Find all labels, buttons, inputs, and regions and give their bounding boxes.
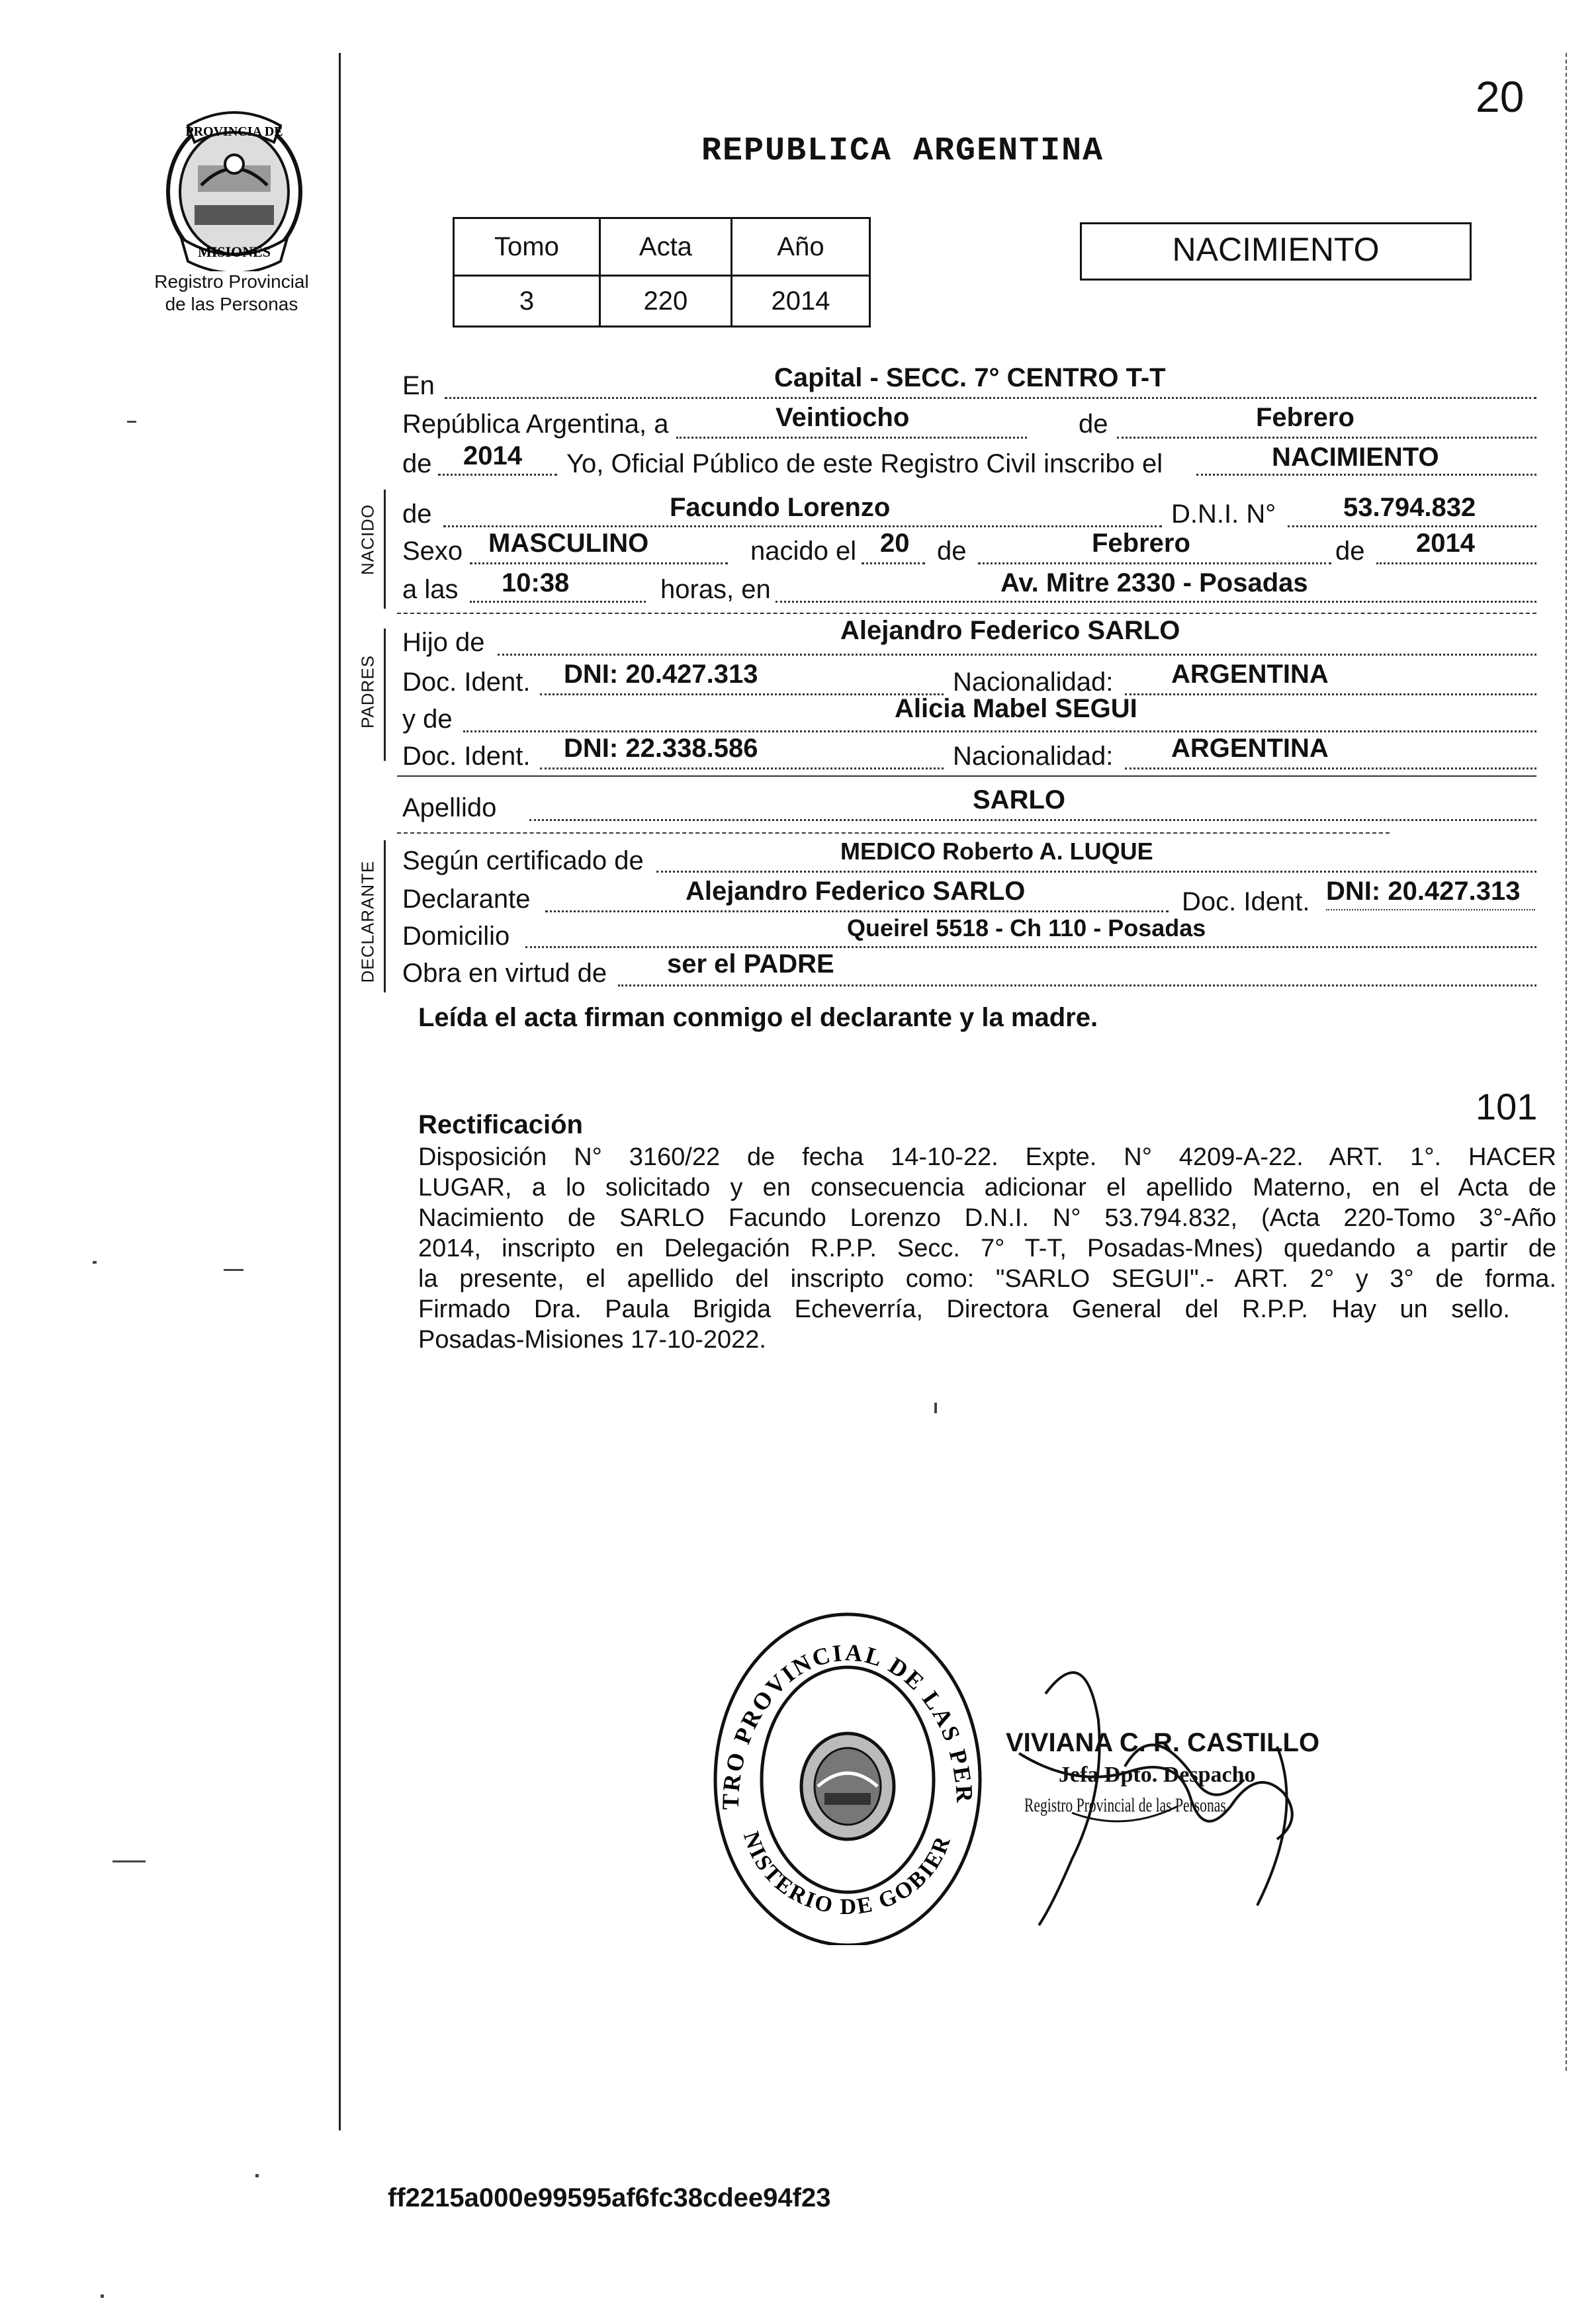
horas-label: horas, en [660,575,771,604]
office-name-line2: de las Personas [165,294,298,314]
doc1-label: Doc. Ident. [402,668,531,697]
crest-top-text: PROVINCIA DE [185,124,283,139]
side-label-padres: PADRES [357,655,378,728]
footer-hash: ff2215a000e99595af6fc38cdee94f23 [388,2183,831,2212]
segun-dots [656,871,1536,873]
madre-value: Alicia Mabel SEGUI [895,694,1137,723]
scan-speck [101,2294,104,2298]
yde-label: y de [402,705,453,734]
apellido-dots [529,819,1536,821]
doc2-value: DNI: 22.338.586 [564,734,758,763]
hora-dots [470,601,646,603]
rectificacion-title: Rectificación [418,1110,583,1139]
nacido-mes: Febrero [1092,529,1190,558]
doc3-label: Doc. Ident. [1182,887,1310,916]
seal-top-text: TRO PROVINCIAL DE LAS PER [717,1639,979,1810]
doc1-dots [540,693,944,695]
rectificacion-line-4: 2014, inscripto en Delegación R.P.P. Secc. 7° T-T, Posadas-Mnes) quedando a partir de [418,1235,1556,1262]
segun-label: Según certificado de [402,846,644,875]
nac2-label: Nacionalidad: [953,742,1114,771]
scan-speck [934,1403,937,1413]
side-label-declarante: DECLARANTE [357,860,378,983]
rectificacion-number: 101 [1476,1086,1538,1127]
provincial-crest-icon [161,106,307,271]
de2-label: de [402,449,432,478]
scan-speck [224,1269,244,1271]
apellido-separator [397,832,1390,834]
en-dots [445,397,1536,399]
side-label-nacido: NACIDO [357,503,378,576]
nac2-value: ARGENTINA [1171,734,1329,763]
de-label: de [1079,410,1108,439]
apellido-value: SARLO [973,785,1065,814]
seal-bottom-text: NISTERIO DE GOBIER [738,1829,956,1919]
declarante-label: Declarante [402,885,531,914]
table-value-tomo: 3 [454,276,600,327]
scan-speck [93,1261,97,1264]
rectificacion-line-3: Nacimiento de SARLO Facundo Lorenzo D.N.I. N° 53.794.832, (Acta 220-Tomo 3°-Año [418,1204,1556,1232]
dni-dots [1288,525,1536,527]
right-margin-line [1566,53,1567,2071]
page-number: 20 [1476,72,1525,121]
bracket-nacido [384,490,386,609]
nombre-value: Facundo Lorenzo [670,493,891,522]
doc2-dots [540,767,944,769]
anio-value: 2014 [463,441,522,470]
nac1-label: Nacionalidad: [953,668,1114,697]
table-header-acta: Acta [599,218,731,276]
office-name-line1: Registro Provincial [154,271,309,292]
record-table [453,217,871,327]
obra-dots [618,984,1536,986]
dni-label: D.N.I. N° [1171,500,1276,529]
country-title: REPUBLICA ARGENTINA [701,132,1104,170]
doc1-value: DNI: 20.427.313 [564,660,758,689]
rectificacion-line-7: Posadas-Misiones 17-10-2022. [418,1326,766,1354]
table-header-tomo: Tomo [454,218,600,276]
table-value-acta: 220 [599,276,731,327]
en-value: Capital - SECC. 7° CENTRO T-T [774,363,1166,392]
dia-value: Veintiocho [776,403,910,432]
segun-value: MEDICO Roberto A. LUQUE [840,838,1153,865]
de4-label: de [937,537,967,566]
acto-value: NACIMIENTO [1272,443,1439,472]
doc3-underline [1326,909,1535,910]
obra-value: ser el PADRE [667,949,834,979]
table-header-anio: Año [731,218,869,276]
dni-value: 53.794.832 [1343,493,1476,522]
nac2-dots [1125,767,1536,769]
lugar-dots [776,601,1536,603]
rectificacion-line-5: la presente, el apellido del inscripto como: "SARLO SEGUI".- ART. 2° y 3° de forma. [418,1265,1556,1293]
hora-value: 10:38 [502,568,570,597]
bracket-padres [384,629,386,761]
table-value-anio: 2014 [731,276,869,327]
lugar-value: Av. Mitre 2330 - Posadas [1000,568,1308,597]
apellido-label: Apellido [402,793,497,822]
closing-line: Leída el acta firman conmigo el declarante y la madre. [418,1003,1098,1032]
signature-stamp-line2: Jefa Dpto. Despacho [1059,1763,1256,1787]
padre-dots [498,654,1536,656]
republica-label: República Argentina, a [402,410,669,439]
domicilio-label: Domicilio [402,922,510,951]
padres-separator [397,775,1536,777]
scan-speck [112,1860,146,1862]
de3-label: de [402,500,432,529]
nacido-anio: 2014 [1416,529,1475,558]
signature-stamp-line1: VIVIANA C. R. CASTILLO [1006,1728,1320,1757]
crest-bottom-text: MISIONES [197,243,271,260]
sexo-label: Sexo [402,537,463,566]
declarante-value: Alejandro Federico SARLO [686,877,1026,906]
nacido-dia-dots [862,562,925,564]
domicilio-value: Queirel 5518 - Ch 110 - Posadas [847,914,1206,941]
scan-speck [127,421,136,423]
left-margin-line [339,53,341,2130]
doc2-label: Doc. Ident. [402,742,531,771]
nacido-anio-dots [1376,562,1536,564]
signature-stamp-line3: Registro Provincial de las Personas [1024,1794,1226,1816]
doc3-value: DNI: 20.427.313 [1326,877,1521,906]
padre-value: Alejandro Federico SARLO [840,616,1180,645]
dia-dots [676,437,1027,439]
mes-dots [1117,437,1536,439]
sexo-dots-line [470,562,728,564]
nacido-dia: 20 [880,529,910,558]
en-label: En [402,371,435,400]
rectificacion-line-1: Disposición N° 3160/22 de fecha 14-10-22. Expte. N° 4209-A-22. ART. 1°. HACER [418,1143,1556,1171]
official-seal [699,1588,997,1945]
rectificacion-line-6: Firmado Dra. Paula Brigida Echeverría, Directora General del R.P.P. Hay un sello. [418,1295,1510,1323]
hijo-label: Hijo de [402,628,485,657]
sexo-value: MASCULINO [488,529,649,558]
nacido-mes-dots [978,562,1331,564]
yo-label: Yo, Oficial Público de este Registro Civil inscribo el [566,449,1163,478]
alas-label: a las [402,575,459,604]
scan-speck [255,2174,259,2177]
handwritten-signature [993,1641,1337,1945]
obra-label: Obra en virtud de [402,959,607,988]
de5-label: de [1335,537,1365,566]
nac1-dots [1125,693,1536,695]
anio-dots [438,474,557,476]
acto-dots [1196,474,1536,476]
mes-value: Febrero [1256,403,1354,432]
rectificacion-line-2: LUGAR, a lo solicitado y en consecuencia adicionar el apellido Materno, en el Acta de [418,1174,1556,1201]
bracket-declarante [384,840,386,992]
nac1-value: ARGENTINA [1171,660,1329,689]
record-type: NACIMIENTO [1172,231,1380,268]
nacido-label: nacido el [750,537,857,566]
